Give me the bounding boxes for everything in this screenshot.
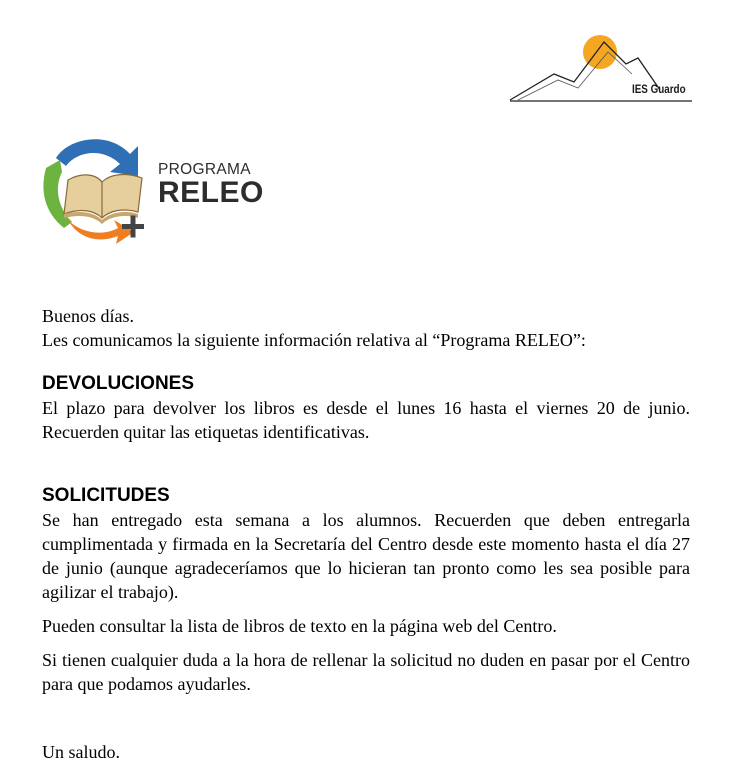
solicitudes-text: Se han entregado esta semana a los alumnos. Recuerden que deben entregarla cumplimentada y firmada en la Secretaría del Centro desde este momento hasta el día 27 de junio (aunque agradeceríamos que lo hicieran tan pronto como les sea posible para agilizar el trabajo).	[42, 510, 690, 602]
school-name: IES Guardo	[632, 82, 686, 96]
releo-logo	[38, 128, 158, 246]
releo-wordmark	[158, 162, 264, 208]
devoluciones-text: El plazo para devolver los libros es desde el lunes 16 hasta el viernes 20 de junio. Recuerden quitar las etiquetas identificativas.	[42, 398, 690, 442]
letter-body	[42, 304, 690, 764]
doubts-text: Si tienen cualquier duda a la hora de rellenar la solicitud no duden en pasar por el Centro para que podamos ayudarles.	[42, 650, 690, 694]
greeting: Buenos días.	[42, 306, 134, 326]
consult-text: Pueden consultar la lista de libros de texto en la página web del Centro.	[42, 616, 557, 636]
farewell: Un saludo.	[42, 742, 120, 762]
solicitudes-heading: SOLICITUDES	[42, 485, 170, 506]
releo-program-label: PROGRAMA	[158, 161, 251, 178]
book-recycle-icon	[38, 128, 158, 246]
devoluciones-heading: DEVOLUCIONES	[42, 373, 195, 394]
intro-text: Les comunicamos la siguiente información relativa al “Programa RELEO”:	[42, 330, 586, 350]
releo-title: RELEO	[158, 176, 264, 209]
